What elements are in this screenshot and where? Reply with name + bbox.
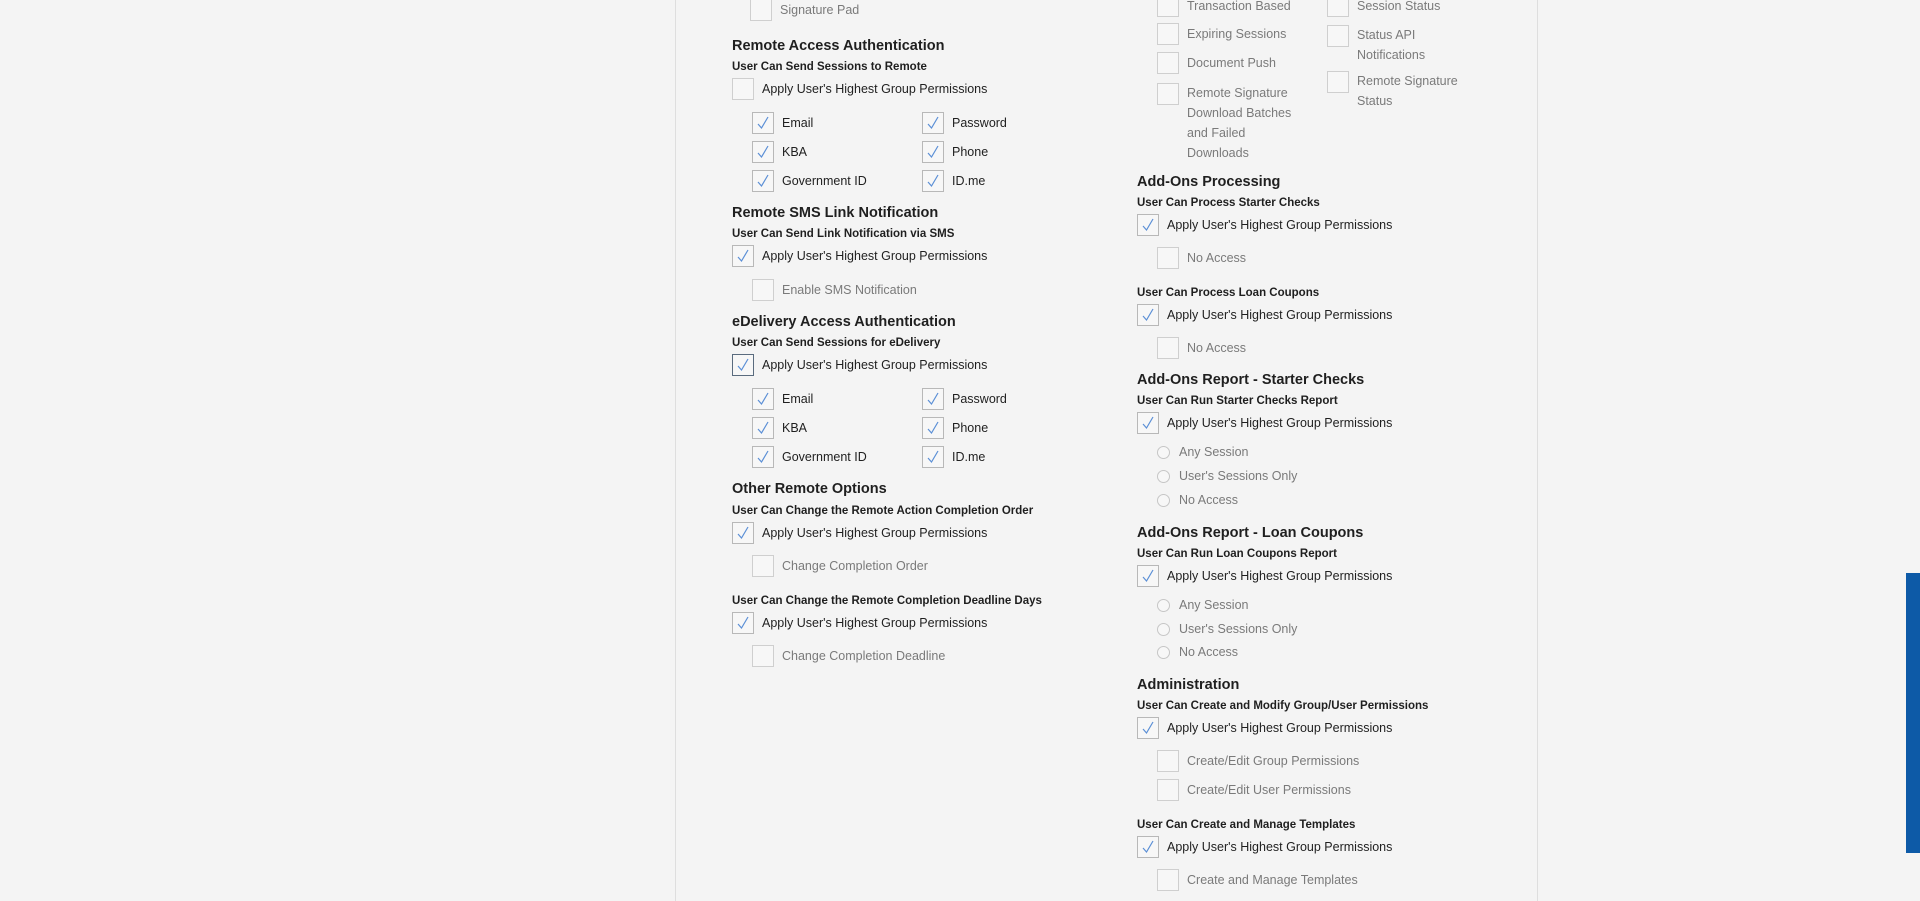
loan-coupons-no-access-row[interactable] bbox=[1157, 336, 1246, 360]
create-edit-group-row[interactable] bbox=[1157, 749, 1359, 773]
report-starter-users-sessions-label: User's Sessions Only bbox=[1179, 469, 1298, 483]
sms-enable-label: Enable SMS Notification bbox=[782, 283, 917, 297]
remote-access-idme-label: ID.me bbox=[952, 174, 986, 188]
report-loan-apply-row[interactable] bbox=[1137, 564, 1392, 588]
expiring-sessions-row[interactable] bbox=[1157, 22, 1286, 46]
remote-access-password-checkbox[interactable] bbox=[922, 112, 944, 134]
sms-apply-row[interactable] bbox=[732, 244, 987, 268]
edelivery-govid-row[interactable] bbox=[752, 445, 867, 469]
change-completion-deadline-checkbox[interactable] bbox=[752, 645, 774, 667]
change-completion-deadline-row[interactable] bbox=[752, 644, 945, 668]
sms-apply-label: Apply User's Highest Group Permissions bbox=[762, 249, 988, 263]
remote-access-password-label: Password bbox=[952, 116, 1007, 130]
remote-access-email-label: Email bbox=[782, 116, 814, 130]
admin-permissions-apply-row[interactable] bbox=[1137, 716, 1392, 740]
sms-title: Remote SMS Link Notification bbox=[732, 205, 939, 221]
document-push-row[interactable] bbox=[1157, 51, 1276, 75]
edelivery-email-checkbox[interactable] bbox=[752, 388, 774, 410]
remote-signature-download-checkbox[interactable] bbox=[1157, 83, 1179, 105]
session-status-label: Session Status bbox=[1357, 0, 1441, 13]
loan-coupons-no-access-checkbox[interactable] bbox=[1157, 337, 1179, 359]
status-api-row[interactable] bbox=[1327, 25, 1467, 65]
completion-order-subtitle: User Can Change the Remote Action Completion Order bbox=[732, 505, 1034, 517]
edelivery-idme-label: ID.me bbox=[952, 450, 986, 464]
edelivery-idme-checkbox[interactable] bbox=[922, 446, 944, 468]
edelivery-apply-label: Apply User's Highest Group Permissions bbox=[762, 358, 988, 372]
create-edit-group-label: Create/Edit Group Permissions bbox=[1187, 754, 1360, 768]
report-loan-users-sessions-radio[interactable] bbox=[1157, 623, 1170, 636]
edelivery-email-row[interactable] bbox=[752, 387, 813, 411]
report-loan-subtitle: User Can Run Loan Coupons Report bbox=[1137, 548, 1337, 560]
remote-access-govid-row[interactable] bbox=[752, 169, 867, 193]
create-edit-user-row[interactable] bbox=[1157, 778, 1351, 802]
edelivery-idme-row[interactable] bbox=[922, 445, 985, 469]
starter-checks-subtitle: User Can Process Starter Checks bbox=[1137, 197, 1320, 209]
session-status-row[interactable] bbox=[1327, 0, 1440, 18]
report-loan-any-session-label: Any Session bbox=[1179, 598, 1249, 612]
edelivery-phone-row[interactable] bbox=[922, 416, 988, 440]
edelivery-phone-checkbox[interactable] bbox=[922, 417, 944, 439]
report-starter-users-sessions-radio[interactable] bbox=[1157, 470, 1170, 483]
create-manage-templates-label: Create and Manage Templates bbox=[1187, 873, 1358, 887]
change-completion-order-row[interactable] bbox=[752, 554, 928, 578]
remote-signature-status-checkbox[interactable] bbox=[1327, 71, 1349, 93]
report-starter-apply-checkbox[interactable] bbox=[1137, 412, 1159, 434]
completion-order-apply-checkbox[interactable] bbox=[732, 522, 754, 544]
create-edit-user-checkbox[interactable] bbox=[1157, 779, 1179, 801]
edelivery-title: eDelivery Access Authentication bbox=[732, 314, 956, 330]
templates-apply-label: Apply User's Highest Group Permissions bbox=[1167, 840, 1393, 854]
remote-access-kba-label: KBA bbox=[782, 145, 808, 159]
loan-coupons-subtitle: User Can Process Loan Coupons bbox=[1137, 287, 1320, 299]
remote-access-phone-row[interactable] bbox=[922, 140, 988, 164]
document-push-label: Document Push bbox=[1187, 56, 1276, 70]
templates-apply-row[interactable] bbox=[1137, 835, 1392, 859]
report-starter-users-sessions-row[interactable] bbox=[1157, 466, 1297, 486]
edelivery-apply-row[interactable] bbox=[732, 353, 987, 377]
transaction-based-checkbox[interactable] bbox=[1157, 0, 1179, 17]
loan-coupons-no-access-label: No Access bbox=[1187, 341, 1247, 355]
report-loan-any-session-row[interactable] bbox=[1157, 595, 1248, 615]
remote-access-govid-checkbox[interactable] bbox=[752, 170, 774, 192]
other-remote-title: Other Remote Options bbox=[732, 481, 887, 497]
remote-signature-download-label: Remote Signature Download Batches and Failed Downloads bbox=[1187, 86, 1292, 160]
sms-enable-row[interactable] bbox=[752, 278, 917, 302]
remote-access-email-checkbox[interactable] bbox=[752, 112, 774, 134]
edelivery-subtitle: User Can Send Sessions for eDelivery bbox=[732, 337, 941, 349]
starter-checks-apply-label: Apply User's Highest Group Permissions bbox=[1167, 218, 1393, 232]
report-loan-no-access-radio[interactable] bbox=[1157, 646, 1170, 659]
starter-checks-apply-checkbox[interactable] bbox=[1137, 214, 1159, 236]
admin-permissions-subtitle: User Can Create and Modify Group/User Permissions bbox=[1137, 700, 1429, 712]
create-manage-templates-checkbox[interactable] bbox=[1157, 869, 1179, 891]
expiring-sessions-checkbox[interactable] bbox=[1157, 23, 1179, 45]
edelivery-email-label: Email bbox=[782, 392, 814, 406]
report-loan-apply-checkbox[interactable] bbox=[1137, 565, 1159, 587]
report-loan-apply-label: Apply User's Highest Group Permissions bbox=[1167, 569, 1393, 583]
report-starter-apply-row[interactable] bbox=[1137, 411, 1392, 435]
remote-signature-status-row[interactable] bbox=[1327, 71, 1467, 111]
edelivery-phone-label: Phone bbox=[952, 421, 989, 435]
remote-access-govid-label: Government ID bbox=[782, 174, 867, 188]
starter-checks-apply-row[interactable] bbox=[1137, 213, 1392, 237]
report-starter-any-session-label: Any Session bbox=[1179, 445, 1249, 459]
addons-processing-title: Add-Ons Processing bbox=[1137, 174, 1281, 190]
report-loan-no-access-row[interactable] bbox=[1157, 642, 1238, 662]
completion-deadline-apply-row[interactable] bbox=[732, 611, 987, 635]
remote-access-kba-checkbox[interactable] bbox=[752, 141, 774, 163]
signature-pad-checkbox-row[interactable] bbox=[750, 0, 859, 22]
admin-permissions-apply-checkbox[interactable] bbox=[1137, 717, 1159, 739]
starter-checks-no-access-checkbox[interactable] bbox=[1157, 247, 1179, 269]
sms-enable-checkbox[interactable] bbox=[752, 279, 774, 301]
edelivery-password-row[interactable] bbox=[922, 387, 1007, 411]
remote-access-email-row[interactable] bbox=[752, 111, 813, 135]
templates-subtitle: User Can Create and Manage Templates bbox=[1137, 819, 1356, 831]
completion-order-apply-row[interactable] bbox=[732, 521, 987, 545]
remote-signature-download-row[interactable] bbox=[1157, 83, 1297, 163]
change-completion-deadline-label: Change Completion Deadline bbox=[782, 649, 946, 663]
remote-access-apply-label: Apply User's Highest Group Permissions bbox=[762, 82, 988, 96]
edelivery-apply-checkbox[interactable] bbox=[732, 354, 754, 376]
remote-access-password-row[interactable] bbox=[922, 111, 1007, 135]
completion-deadline-subtitle: User Can Change the Remote Completion Deadline Days bbox=[732, 595, 1042, 607]
edelivery-govid-checkbox[interactable] bbox=[752, 446, 774, 468]
admin-permissions-apply-label: Apply User's Highest Group Permissions bbox=[1167, 721, 1393, 735]
report-starter-title: Add-Ons Report - Starter Checks bbox=[1137, 372, 1365, 388]
document-push-checkbox[interactable] bbox=[1157, 52, 1179, 74]
edelivery-govid-label: Government ID bbox=[782, 450, 867, 464]
remote-access-title: Remote Access Authentication bbox=[732, 38, 945, 54]
loan-coupons-apply-row[interactable] bbox=[1137, 303, 1392, 327]
completion-deadline-apply-label: Apply User's Highest Group Permissions bbox=[762, 616, 988, 630]
report-starter-subtitle: User Can Run Starter Checks Report bbox=[1137, 395, 1338, 407]
loan-coupons-apply-label: Apply User's Highest Group Permissions bbox=[1167, 308, 1393, 322]
session-status-checkbox[interactable] bbox=[1327, 0, 1349, 17]
edelivery-password-label: Password bbox=[952, 392, 1007, 406]
report-loan-any-session-radio[interactable] bbox=[1157, 599, 1170, 612]
remote-access-idme-row[interactable] bbox=[922, 169, 985, 193]
change-completion-order-checkbox[interactable] bbox=[752, 555, 774, 577]
report-starter-apply-label: Apply User's Highest Group Permissions bbox=[1167, 416, 1393, 430]
starter-checks-no-access-label: No Access bbox=[1187, 251, 1247, 265]
report-starter-any-session-row[interactable] bbox=[1157, 442, 1248, 462]
edelivery-kba-checkbox[interactable] bbox=[752, 417, 774, 439]
expiring-sessions-label: Expiring Sessions bbox=[1187, 27, 1287, 41]
remote-access-apply-checkbox[interactable] bbox=[732, 78, 754, 100]
templates-apply-checkbox[interactable] bbox=[1137, 836, 1159, 858]
status-api-label: Status API Notifications bbox=[1357, 28, 1426, 62]
edelivery-kba-row[interactable] bbox=[752, 416, 807, 440]
report-loan-no-access-label: No Access bbox=[1179, 645, 1239, 659]
signature-pad-checkbox[interactable] bbox=[750, 0, 772, 21]
completion-order-apply-label: Apply User's Highest Group Permissions bbox=[762, 526, 988, 540]
remote-access-subtitle: User Can Send Sessions to Remote bbox=[732, 61, 927, 73]
completion-deadline-apply-checkbox[interactable] bbox=[732, 612, 754, 634]
administration-title: Administration bbox=[1137, 677, 1240, 693]
remote-access-phone-label: Phone bbox=[952, 145, 989, 159]
create-edit-group-checkbox[interactable] bbox=[1157, 750, 1179, 772]
scrollbar-thumb[interactable] bbox=[1906, 573, 1920, 853]
report-starter-no-access-radio[interactable] bbox=[1157, 494, 1170, 507]
remote-access-apply-row[interactable] bbox=[732, 77, 987, 101]
report-starter-no-access-label: No Access bbox=[1179, 493, 1239, 507]
report-loan-title: Add-Ons Report - Loan Coupons bbox=[1137, 525, 1364, 541]
remote-signature-status-label: Remote Signature Status bbox=[1357, 74, 1458, 108]
change-completion-order-label: Change Completion Order bbox=[782, 559, 928, 573]
edelivery-password-checkbox[interactable] bbox=[922, 388, 944, 410]
starter-checks-no-access-row[interactable] bbox=[1157, 246, 1246, 270]
loan-coupons-apply-checkbox[interactable] bbox=[1137, 304, 1159, 326]
remote-access-phone-checkbox[interactable] bbox=[922, 141, 944, 163]
remote-access-idme-checkbox[interactable] bbox=[922, 170, 944, 192]
signature-pad-label: Signature Pad bbox=[780, 3, 860, 17]
create-manage-templates-row[interactable] bbox=[1157, 868, 1358, 892]
report-loan-users-sessions-row[interactable] bbox=[1157, 619, 1297, 639]
report-loan-users-sessions-label: User's Sessions Only bbox=[1179, 622, 1298, 636]
permissions-panel bbox=[675, 0, 1538, 901]
sms-subtitle: User Can Send Link Notification via SMS bbox=[732, 228, 955, 240]
create-edit-user-label: Create/Edit User Permissions bbox=[1187, 783, 1351, 797]
report-starter-no-access-row[interactable] bbox=[1157, 490, 1238, 510]
sms-apply-checkbox[interactable] bbox=[732, 245, 754, 267]
edelivery-kba-label: KBA bbox=[782, 421, 808, 435]
report-starter-any-session-radio[interactable] bbox=[1157, 446, 1170, 459]
transaction-based-row[interactable] bbox=[1157, 0, 1291, 18]
transaction-based-label: Transaction Based bbox=[1187, 0, 1291, 13]
remote-access-kba-row[interactable] bbox=[752, 140, 807, 164]
status-api-checkbox[interactable] bbox=[1327, 25, 1349, 47]
